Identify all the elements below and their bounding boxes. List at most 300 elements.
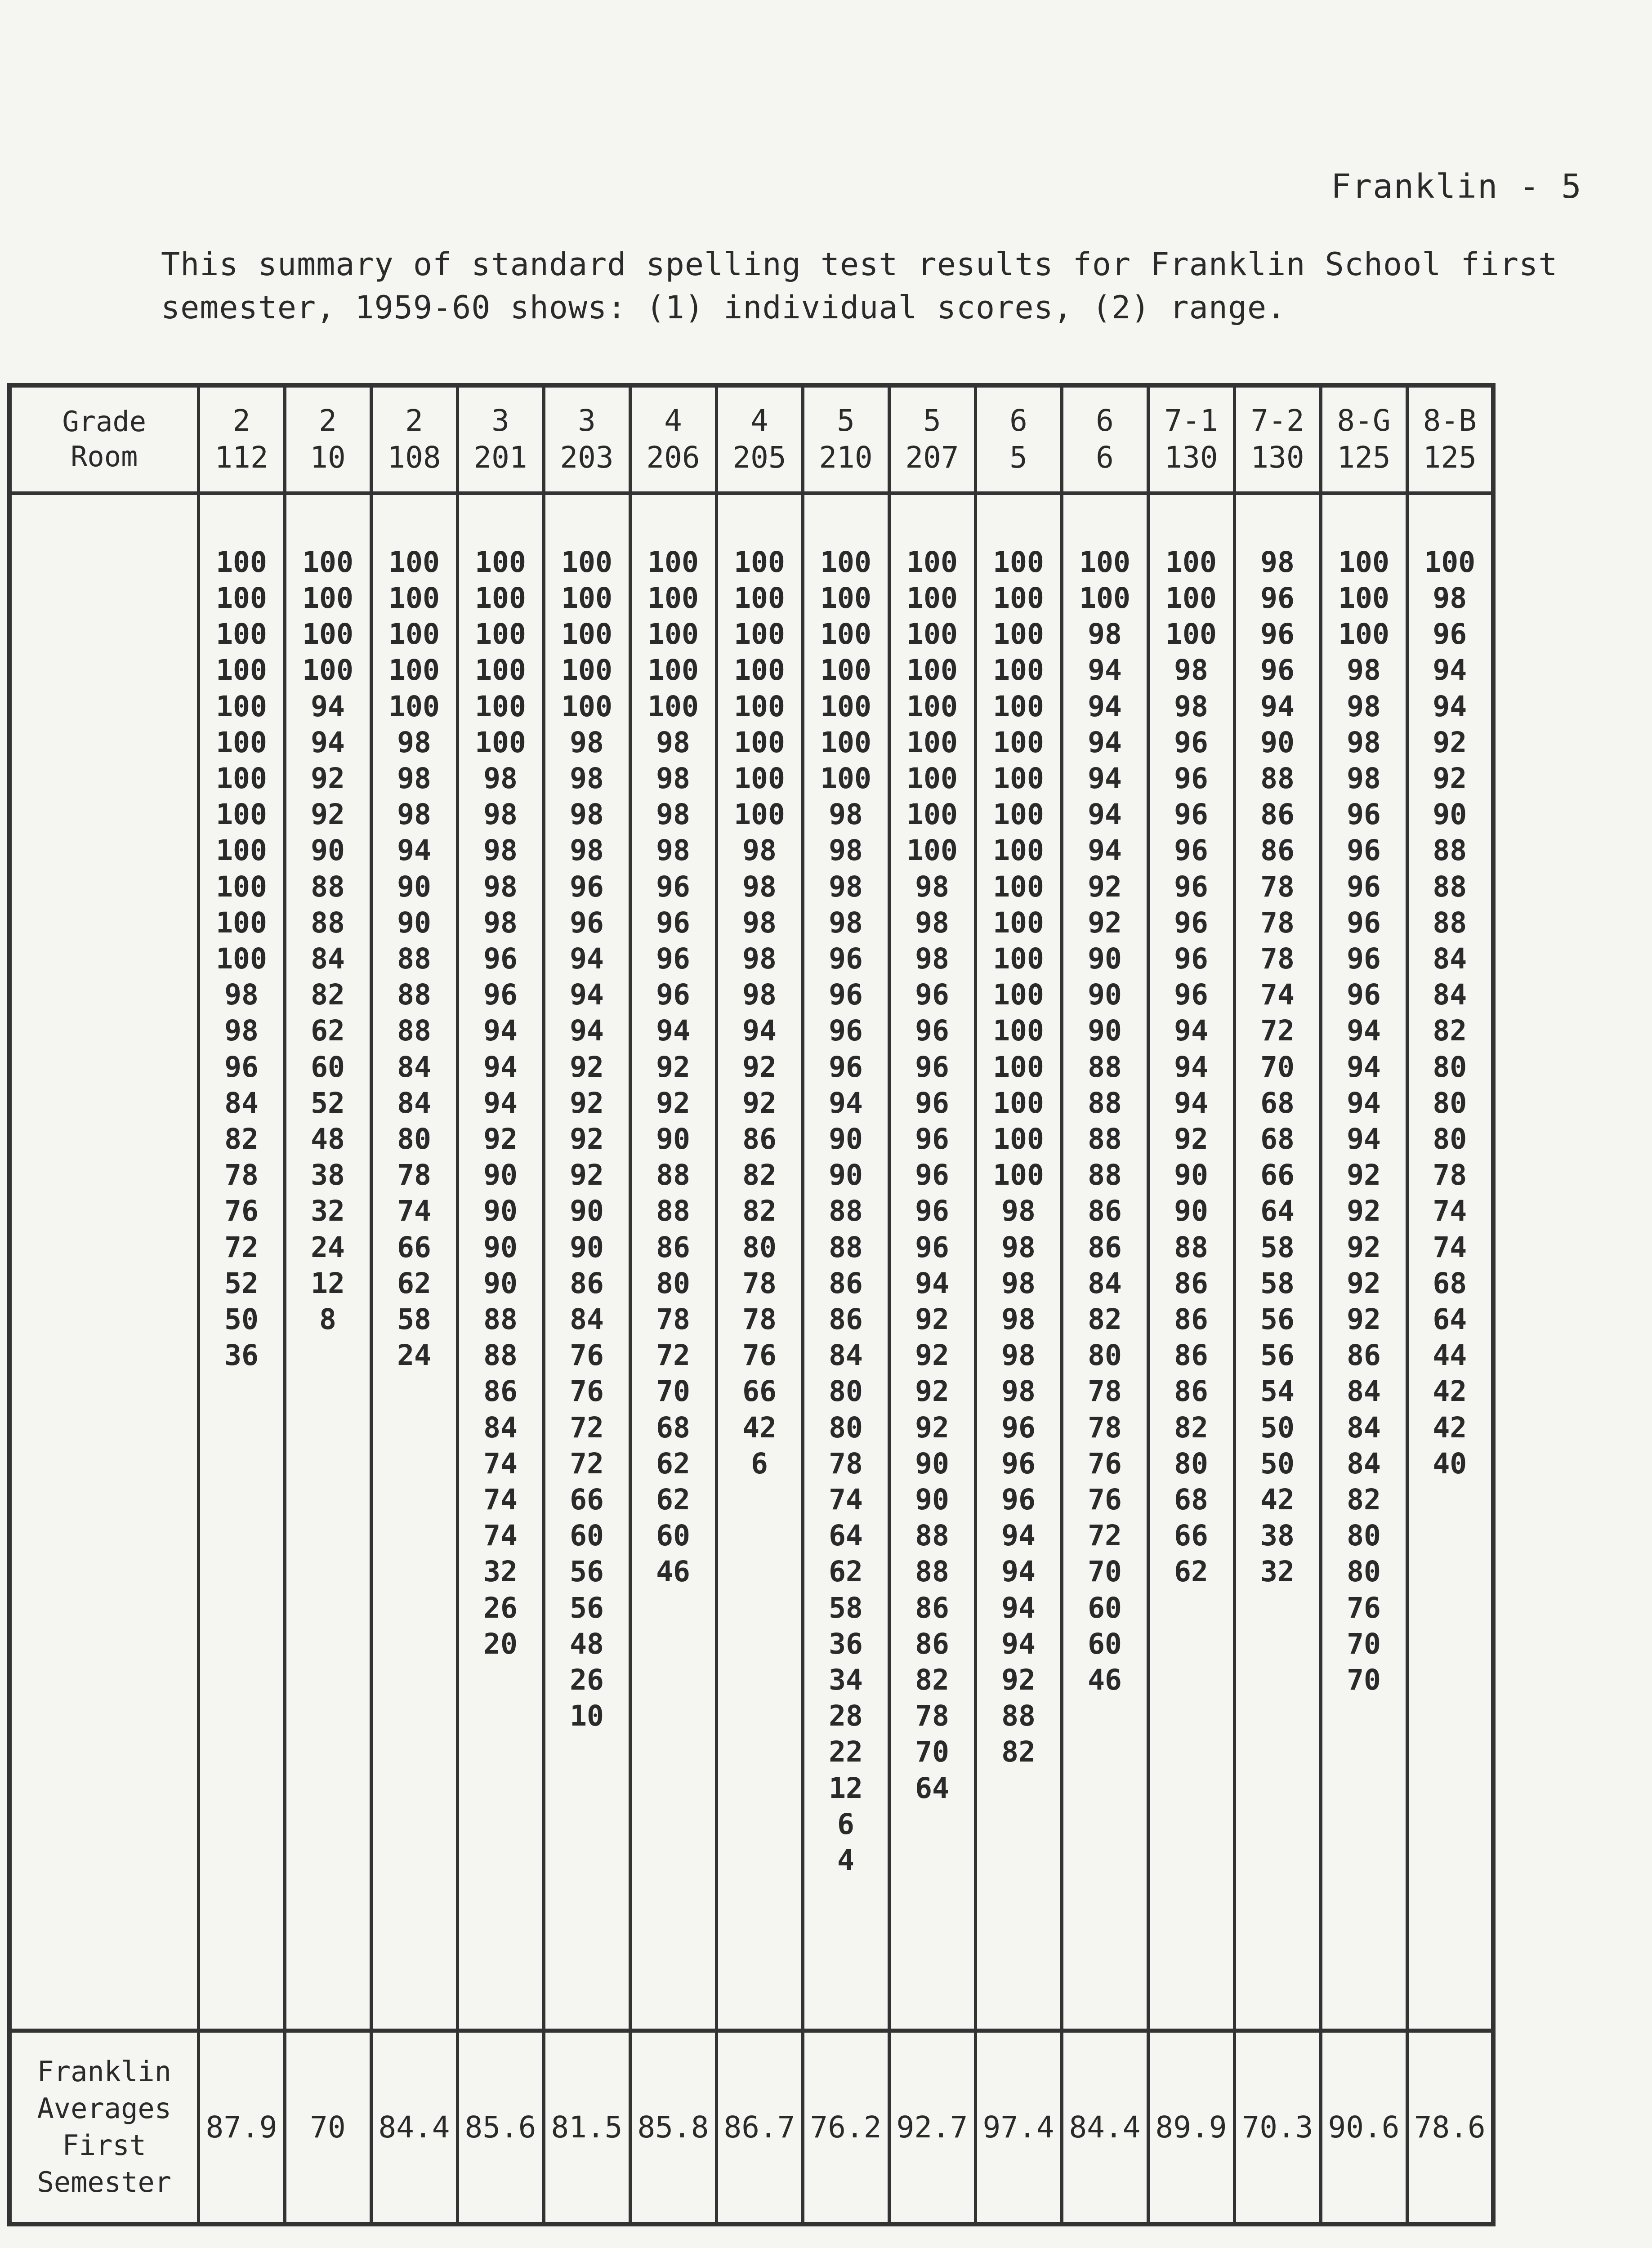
grade-value: 3: [578, 403, 596, 438]
column-header: [889, 385, 975, 493]
score-value: 98: [397, 798, 431, 831]
score-value: 100: [820, 762, 871, 795]
score-value: 84: [1433, 942, 1467, 975]
score-value: 70: [1088, 1555, 1122, 1588]
score-value: 100: [993, 906, 1044, 939]
score-value: 100: [561, 654, 612, 687]
average-value: 76.2: [803, 2030, 889, 2224]
score-value: 94: [915, 1267, 949, 1300]
averages-row: [9, 2030, 1493, 2224]
score-value: 98: [397, 762, 431, 795]
score-value: 24: [397, 1339, 431, 1372]
score-value: 100: [475, 618, 526, 651]
score-value: 92: [1001, 1664, 1036, 1697]
score-value: 96: [915, 1195, 949, 1228]
score-value: 42: [742, 1411, 777, 1444]
score-value: 100: [906, 798, 958, 831]
score-value: 100: [1338, 545, 1389, 579]
score-value: 72: [224, 1231, 259, 1264]
score-value: 98: [829, 798, 863, 831]
score-value: 94: [829, 1086, 863, 1120]
score-value: 72: [570, 1447, 604, 1480]
score-value: 100: [647, 618, 699, 651]
score-value: 92: [570, 1050, 604, 1084]
score-value: 60: [1088, 1627, 1122, 1660]
score-value: 48: [311, 1123, 345, 1155]
score-value: 90: [483, 1159, 518, 1192]
score-value: 78: [224, 1159, 259, 1192]
score-value: 92: [742, 1050, 777, 1084]
average-value: 86.7: [716, 2030, 803, 2224]
score-value: 66: [742, 1375, 777, 1408]
average-value: 85.8: [630, 2030, 716, 2224]
score-value: 82: [1088, 1303, 1122, 1336]
score-value: 100: [993, 870, 1044, 903]
score-value: 100: [993, 798, 1044, 831]
score-value: 42: [1433, 1375, 1467, 1408]
score-value: 58: [829, 1591, 863, 1624]
score-value: 32: [483, 1555, 518, 1588]
score-column: [1148, 493, 1234, 2030]
score-value: 56: [570, 1555, 604, 1588]
score-value: 86: [656, 1231, 690, 1264]
score-value: 88: [915, 1555, 949, 1588]
score-value: 86: [1088, 1231, 1122, 1264]
score-value: 74: [397, 1195, 431, 1228]
score-value: 94: [1174, 1050, 1208, 1084]
score-column: [1407, 493, 1493, 2030]
score-value: 70: [1260, 1050, 1295, 1084]
score-value: 74: [483, 1519, 518, 1552]
score-value: 100: [993, 726, 1044, 759]
score-value: 80: [656, 1267, 690, 1300]
score-value: 100: [993, 618, 1044, 651]
score-value: 78: [1088, 1411, 1122, 1444]
score-value: 100: [216, 834, 267, 867]
score-value: 100: [388, 690, 440, 723]
score-value: 100: [388, 545, 440, 579]
score-value: 100: [993, 978, 1044, 1012]
score-value: 94: [570, 978, 604, 1012]
score-value: 76: [1347, 1591, 1381, 1624]
empty-label-cell: [9, 493, 198, 2030]
score-value: 100: [993, 762, 1044, 795]
score-value: 8: [319, 1303, 336, 1336]
header-label-cell: [9, 385, 198, 493]
score-value: 80: [829, 1375, 863, 1408]
average-value: 87.9: [198, 2030, 285, 2224]
score-value: 90: [483, 1231, 518, 1264]
room-value: 201: [473, 440, 527, 475]
score-value: 24: [311, 1231, 345, 1264]
score-value: 78: [1260, 870, 1295, 903]
score-value: 90: [829, 1123, 863, 1155]
score-value: 74: [1260, 978, 1295, 1012]
room-value: 6: [1096, 440, 1114, 475]
score-value: 92: [1433, 762, 1467, 795]
score-value: 94: [1260, 690, 1295, 723]
score-value: 88: [311, 906, 345, 939]
score-value: 94: [1433, 690, 1467, 723]
score-value: 100: [1165, 581, 1217, 615]
score-value: 96: [1001, 1411, 1036, 1444]
score-value: 26: [483, 1591, 518, 1624]
score-value: 98: [570, 834, 604, 867]
score-value: 96: [1433, 618, 1467, 651]
page-identifier: Franklin - 5: [1331, 167, 1582, 206]
room-value: 108: [387, 440, 441, 475]
score-value: 98: [1001, 1339, 1036, 1372]
column-header: [544, 385, 630, 493]
score-value: 86: [1260, 798, 1295, 831]
score-value: 88: [1433, 906, 1467, 939]
score-value: 84: [224, 1086, 259, 1120]
score-value: 76: [1088, 1483, 1122, 1517]
room-value: 203: [560, 440, 614, 475]
score-value: 46: [1088, 1664, 1122, 1697]
score-value: 100: [561, 618, 612, 651]
score-value: 32: [311, 1195, 345, 1228]
score-value: 68: [656, 1411, 690, 1444]
score-value: 96: [829, 978, 863, 1012]
score-value: 84: [829, 1339, 863, 1372]
score-value: 86: [829, 1267, 863, 1300]
score-value: 84: [397, 1086, 431, 1120]
column-header: [716, 385, 803, 493]
score-column: [544, 493, 630, 2030]
score-value: 100: [993, 1086, 1044, 1120]
column-header: [198, 385, 285, 493]
score-value: 74: [483, 1483, 518, 1517]
score-value: 98: [656, 762, 690, 795]
score-value: 58: [1260, 1267, 1295, 1300]
score-value: 96: [656, 942, 690, 975]
score-value: 94: [656, 1014, 690, 1048]
score-value: 70: [915, 1735, 949, 1769]
score-value: 100: [216, 581, 267, 615]
score-value: 100: [388, 618, 440, 651]
score-value: 6: [837, 1807, 854, 1841]
score-value: 92: [570, 1159, 604, 1192]
score-value: 92: [570, 1086, 604, 1120]
score-value: 78: [656, 1303, 690, 1336]
score-value: 90: [829, 1159, 863, 1192]
score-value: 66: [397, 1231, 431, 1264]
score-value: 96: [915, 1086, 949, 1120]
grade-value: 7-1: [1164, 403, 1218, 438]
grade-value: 5: [923, 403, 941, 438]
score-value: 92: [311, 762, 345, 795]
header-row: [9, 385, 1493, 493]
score-value: 68: [1433, 1267, 1467, 1300]
room-value: 130: [1250, 440, 1304, 475]
grade-value: 2: [405, 403, 423, 438]
score-column: [1062, 493, 1148, 2030]
room-value: 112: [214, 440, 268, 475]
score-value: 86: [915, 1591, 949, 1624]
score-value: 94: [1088, 726, 1122, 759]
room-value: 130: [1164, 440, 1218, 475]
score-value: 94: [1088, 762, 1122, 795]
score-value: 98: [1174, 654, 1208, 687]
score-value: 100: [216, 942, 267, 975]
average-value: 70.3: [1234, 2030, 1321, 2224]
score-value: 92: [915, 1339, 949, 1372]
averages-label-line: Averages: [37, 2092, 172, 2125]
score-value: 100: [993, 834, 1044, 867]
score-value: 100: [302, 581, 353, 615]
score-value: 4: [837, 1844, 854, 1877]
room-value: 5: [1009, 440, 1027, 475]
score-value: 94: [570, 1014, 604, 1048]
score-value: 98: [570, 798, 604, 831]
score-value: 96: [224, 1050, 259, 1084]
score-value: 98: [1088, 618, 1122, 651]
score-value: 74: [1433, 1195, 1467, 1228]
score-value: 50: [1260, 1447, 1295, 1480]
score-value: 36: [829, 1627, 863, 1660]
score-value: 78: [829, 1447, 863, 1480]
score-value: 66: [570, 1483, 604, 1517]
score-value: 86: [1174, 1303, 1208, 1336]
score-value: 88: [311, 870, 345, 903]
score-value: 86: [1174, 1375, 1208, 1408]
score-value: 98: [742, 978, 777, 1012]
score-value: 100: [993, 942, 1044, 975]
score-value: 88: [1174, 1231, 1208, 1264]
score-value: 100: [216, 762, 267, 795]
score-value: 88: [1001, 1699, 1036, 1733]
score-value: 100: [475, 545, 526, 579]
score-value: 94: [1347, 1123, 1381, 1155]
score-value: 92: [915, 1303, 949, 1336]
score-value: 78: [1088, 1375, 1122, 1408]
score-value: 38: [311, 1159, 345, 1192]
averages-label-cell: [9, 2030, 198, 2224]
score-value: 82: [1347, 1483, 1381, 1517]
score-value: 96: [1260, 618, 1295, 651]
score-value: 86: [1174, 1339, 1208, 1372]
score-value: 88: [656, 1195, 690, 1228]
score-value: 76: [570, 1375, 604, 1408]
intro-line-2: semester, 1959-60 shows: (1) individual scores, (2) range.: [161, 289, 1286, 326]
average-value: 70: [285, 2030, 371, 2224]
column-header: [1407, 385, 1493, 493]
score-value: 82: [915, 1664, 949, 1697]
score-value: 84: [311, 942, 345, 975]
score-value: 100: [820, 654, 871, 687]
score-value: 96: [483, 942, 518, 975]
score-value: 58: [397, 1303, 431, 1336]
score-value: 88: [1088, 1050, 1122, 1084]
score-value: 90: [915, 1447, 949, 1480]
score-value: 92: [656, 1086, 690, 1120]
score-value: 46: [656, 1555, 690, 1588]
score-column: [803, 493, 889, 2030]
score-value: 60: [656, 1519, 690, 1552]
grade-value: 2: [232, 403, 250, 438]
score-value: 68: [1260, 1123, 1295, 1155]
score-value: 92: [742, 1086, 777, 1120]
score-value: 94: [1174, 1086, 1208, 1120]
score-value: 86: [915, 1627, 949, 1660]
score-value: 88: [915, 1519, 949, 1552]
score-value: 96: [1347, 942, 1381, 975]
score-value: 100: [906, 581, 958, 615]
score-value: 62: [656, 1483, 690, 1517]
score-value: 68: [1174, 1483, 1208, 1517]
score-value: 20: [483, 1627, 518, 1660]
score-value: 100: [993, 1123, 1044, 1155]
room-value: 206: [646, 440, 700, 475]
score-value: 94: [483, 1014, 518, 1048]
score-value: 98: [915, 906, 949, 939]
score-value: 76: [224, 1195, 259, 1228]
score-value: 94: [570, 942, 604, 975]
score-value: 100: [734, 654, 785, 687]
score-value: 88: [829, 1231, 863, 1264]
score-value: 90: [1174, 1159, 1208, 1192]
score-column: [975, 493, 1062, 2030]
score-value: 98: [1347, 654, 1381, 687]
score-value: 84: [1347, 1375, 1381, 1408]
score-value: 96: [915, 978, 949, 1012]
score-value: 82: [224, 1123, 259, 1155]
score-value: 100: [1079, 545, 1130, 579]
room-value: 125: [1423, 440, 1477, 475]
score-value: 92: [1347, 1267, 1381, 1300]
score-value: 94: [1088, 834, 1122, 867]
score-value: 62: [397, 1267, 431, 1300]
score-value: 94: [1001, 1591, 1036, 1624]
score-value: 98: [483, 798, 518, 831]
score-value: 100: [1165, 618, 1217, 651]
score-column: [198, 493, 285, 2030]
score-value: 82: [742, 1195, 777, 1228]
score-value: 10: [570, 1699, 604, 1733]
score-value: 94: [483, 1086, 518, 1120]
score-value: 100: [1079, 581, 1130, 615]
score-value: 98: [483, 906, 518, 939]
score-value: 50: [224, 1303, 259, 1336]
column-header: [630, 385, 716, 493]
score-value: 78: [742, 1267, 777, 1300]
score-value: 100: [820, 726, 871, 759]
score-value: 44: [1433, 1339, 1467, 1372]
score-value: 48: [570, 1627, 604, 1660]
average-value: 90.6: [1321, 2030, 1407, 2224]
score-value: 86: [1260, 834, 1295, 867]
score-value: 96: [1347, 834, 1381, 867]
score-value: 82: [1001, 1735, 1036, 1769]
score-value: 96: [915, 1050, 949, 1084]
score-value: 100: [561, 545, 612, 579]
score-value: 84: [1347, 1447, 1381, 1480]
score-value: 88: [1088, 1159, 1122, 1192]
score-value: 80: [397, 1123, 431, 1155]
score-value: 50: [1260, 1411, 1295, 1444]
score-value: 92: [570, 1123, 604, 1155]
score-value: 98: [656, 726, 690, 759]
score-value: 86: [483, 1375, 518, 1408]
score-value: 34: [829, 1664, 863, 1697]
score-value: 98: [1433, 581, 1467, 615]
score-value: 86: [829, 1303, 863, 1336]
score-value: 88: [397, 978, 431, 1012]
averages-label-line: First: [62, 2129, 147, 2162]
score-value: 76: [570, 1339, 604, 1372]
score-value: 92: [1347, 1159, 1381, 1192]
score-value: 98: [397, 726, 431, 759]
column-header: [975, 385, 1062, 493]
score-value: 86: [1347, 1339, 1381, 1372]
score-value: 100: [820, 545, 871, 579]
score-value: 98: [483, 870, 518, 903]
average-value: 92.7: [889, 2030, 975, 2224]
column-header: [371, 385, 457, 493]
score-value: 62: [656, 1447, 690, 1480]
score-value: 92: [915, 1375, 949, 1408]
score-value: 100: [906, 834, 958, 867]
grade-value: 8-G: [1337, 403, 1391, 438]
score-value: 100: [216, 654, 267, 687]
score-value: 98: [829, 834, 863, 867]
score-value: 98: [1001, 1195, 1036, 1228]
score-value: 40: [1433, 1447, 1467, 1480]
score-value: 96: [1174, 870, 1208, 903]
score-value: 62: [1174, 1555, 1208, 1588]
score-value: 96: [656, 870, 690, 903]
score-value: 94: [1001, 1519, 1036, 1552]
score-value: 74: [829, 1483, 863, 1517]
score-value: 52: [311, 1086, 345, 1120]
score-value: 100: [1338, 581, 1389, 615]
score-value: 88: [1433, 834, 1467, 867]
average-value: 97.4: [975, 2030, 1062, 2224]
score-value: 100: [993, 545, 1044, 579]
grade-value: 2: [319, 403, 337, 438]
score-value: 96: [1174, 798, 1208, 831]
score-value: 74: [483, 1447, 518, 1480]
score-value: 86: [742, 1123, 777, 1155]
score-value: 80: [1347, 1519, 1381, 1552]
score-value: 82: [311, 978, 345, 1012]
grade-value: 4: [750, 403, 768, 438]
score-value: 26: [570, 1664, 604, 1697]
score-value: 84: [1433, 978, 1467, 1012]
score-value: 92: [1088, 870, 1122, 903]
score-value: 88: [1433, 870, 1467, 903]
score-value: 94: [397, 834, 431, 867]
score-value: 92: [1347, 1195, 1381, 1228]
room-value: 10: [310, 440, 346, 475]
score-value: 76: [742, 1339, 777, 1372]
score-value: 80: [1347, 1555, 1381, 1588]
score-value: 100: [388, 654, 440, 687]
score-value: 32: [1260, 1555, 1295, 1588]
score-value: 88: [397, 942, 431, 975]
score-value: 70: [656, 1375, 690, 1408]
score-value: 100: [302, 545, 353, 579]
average-value: 78.6: [1407, 2030, 1493, 2224]
score-value: 98: [570, 762, 604, 795]
score-value: 92: [1433, 726, 1467, 759]
score-value: 96: [483, 978, 518, 1012]
grade-value: 4: [664, 403, 682, 438]
column-header: [457, 385, 544, 493]
score-value: 100: [820, 690, 871, 723]
score-value: 98: [1001, 1303, 1036, 1336]
